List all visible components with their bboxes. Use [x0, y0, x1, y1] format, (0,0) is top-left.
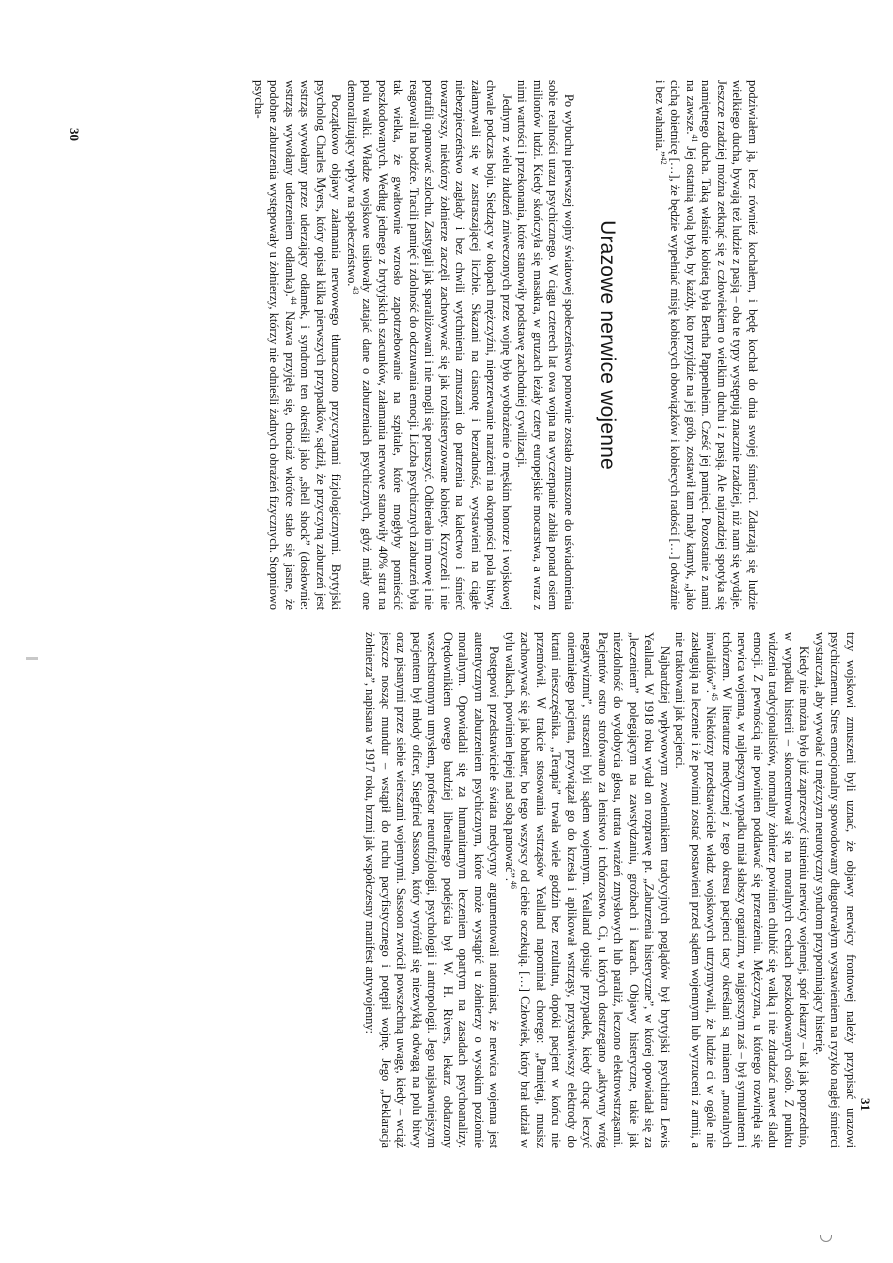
paragraph [251, 80, 344, 610]
page-number-left: 30 [67, 128, 82, 141]
paragraph-text: Kiedy nie można było już zaprzeczyć istnieniu nerwicy wojennej, spór lekarzy – tak jak poprzednio, w wypadku histerii – skoncentrował się na moralnych cechach poszkodowanych osób. Z punktu widzenia tradycjonalistów, normalny żołnierz powinien chlubić się walką i nie zdradzać nawet śladu emocji. Z pewnością nie powinien poddawać się przerażeniu. Mężczyzna, u którego rozwinęła się nerwica wojenna, w najlepszym wypadku miał słabszy organizm, w najgorszym zaś – był symulantem i tchórzem. W literaturze medycznej z tego okresu pacjenci tacy określani są mianem „moralnych inwalidów”. [704, 632, 812, 1148]
footnote-ref: 42 [659, 156, 669, 165]
footnote-ref: 46 [509, 880, 519, 889]
paragraph [344, 80, 515, 610]
page-number-right: 31 [858, 1098, 873, 1111]
paragraph-text: Niektórzy przedstawiciele władz wojskowych utrzymywali, że ludzie ci w ogóle nie zasługują na leczenie i że powinni zostać postawieni przed sądem wojennym lub wyrzuceni z armii, a nie traktowani jak pacjenci. [673, 632, 719, 1148]
footnote-ref: 45 [710, 692, 720, 701]
paragraph [652, 80, 761, 610]
paragraph: Po wybuchu pierwszej wojny światowej społeczeństwo ponownie zostało zmuszone do uświadomienia sobie realności urazu psychicznego. W ciągu czterech lat owa wojna na wyczerpanie zabiła ponad osiem milionów ludzi. Kiedy skończyła się masakra, w gruzach leżały cztery europejskie mocarstwa, a wraz z nimi wartości i przekonania, które stanowiły podstawę zachodniej cywilizacji. [515, 80, 576, 610]
left-page-text [251, 80, 761, 610]
paragraph-text: podziwiałem ją, lecz również kochałem, i będę kochał do dnia swojej śmierci. Zdarzają się ludzie wielkiego ducha, bywają też ludzie z pasją – oba te typy występują znacznie rzadziej, niż nam się wydaje. Jeszcze rzadziej można zetknąć się z człowiekiem o wielkim duchu i z pasją. Ale najrzadziej spotyka się namiętnego ducha. Taką właśnie kobietą była Bertha Pappenheim. Cześć jej pamięci. Pozostanie z nami na zawsze. [684, 80, 760, 610]
right-page [78, 632, 858, 1148]
paragraph [502, 632, 673, 1148]
scan-speck [26, 657, 38, 660]
paragraph-text: Jej ostatnią wolą było, by każdy, kto przyjdzie na jej grób, zostawił tam mały kamyk, „jako cichą obietnicę […], że będzie wypełniać misję kobiecych obowiązków i kobiecych radości […] odważnie i bez wahania.” [653, 80, 698, 610]
paragraph: trzy wojskowi zmuszeni byli uznać, że objawy nerwicy frontowej należy przypisać urazowi psychicznemu. Stres emocjonalny spowodowany długotrwałym wystawieniem na ryzyko nagłej śmierci wystarczał, aby wywołać u mężczyzn neurotyczny syndrom przypominający histerię. [813, 632, 858, 1148]
scan-mark [820, 1235, 832, 1242]
footnote-ref: 43 [351, 286, 361, 295]
paragraph-text: Początkowo objawy załamania nerwowego tłumaczono przyczynami fizjologicznymi. Brytyjski psycholog Charles Myers, który opisał kilka pierwszych przypadków, sądził, że przyczyną zaburzeń jest wstrząs wywołany przez uderzający odłamek, i syndrom ten określił jako „shell shock” (dosłownie: wstrząs wywołany uderzeniem odłamka). [283, 80, 344, 610]
right-page-text [362, 632, 858, 1148]
footnote-ref: 41 [690, 134, 700, 143]
paragraph: Postępowi przedstawiciele świata medycyny argumentowali natomiast, że nerwica wojenna jest autentycznym zaburzeniem psychicznym, które może wystąpić u żołnierzy o wysokim poziomie moralnym. Opowiadali się za humanitarnym leczeniem opartym na zasadach psychoanalizy. Orędownikiem owego bardziej liberalnego podejścia był W. H. Rivers, lekarz obdarzony wszechstronnym umysłem, profesor neurofizjologii, psychologii i antropologii. Jego najsławniejszym pacjentem był młody oficer, Siegfried Sassoon, który wyróżnił się niezwykłą odwagą na polu bitwy oraz pisanymi przez siebie wierszami wojennymi. Sassoon zwrócił powszechną uwagę, kiedy – wciąż jeszcze nosząc mundur – wstąpił do ruchu pacyfistycznego i potępił wojnę. Jego „Deklaracja żołnierza”, napisana w 1917 roku, brzmi jak współczesny manifest antywojenny: [363, 632, 502, 1148]
left-page [60, 80, 760, 610]
footnote-ref: 44 [289, 296, 299, 305]
paragraph [672, 632, 812, 1148]
paragraph-text: Jednym z wielu złudzeń zniweczonych przez wojnę było wyobrażenie o męskim honorze i wojskowej chwale podczas boju. Siedzący w okopach mężczyźni, nieprzerwanie narażeni na okropności pola bitwy, załamywali się w zastraszającej liczbie. Skazani na ciasnotę i bezradność, wystawieni na ciągłe niebezpieczeństwo zagłady i bez chwili wytchnienia zmuszani do patrzenia na kalectwo i śmierć towarzyszy, niektórzy żołnierze zaczęli zachowywać się jak rozhisteryzowane kobiety. Krzyczeli i nie potrafili opanować szlochu. Zastygali jak sparaliżowani i nie mogli się poruszyć. Odbierało im mowę i nie reagowali na bodźce. Tracili pamięć i zdolność do odczuwania emocji. Liczba psychicznych zaburzeń była tak wielka, że gwałtownie wzrosło zapotrzebowanie na szpitale, które mogłyby pomieścić poszkodowanych. Według jednego z brytyjskich szacunków, załamania nerwowe stanowiły 40% strat na polu walki. Władze wojskowe usiłowały zatajać dane o zaburzeniach psychicznych, gdyż miały one demoralizujący wpływ na społeczeństwo. [345, 80, 514, 610]
paragraph-text: Nazwa przyjęła się, chociaż wkrótce stało się jasne, że podobne zaburzenia występowały u żołnierzy, którzy nie odnieśli żadnych obrażeń fizycznych. Stopniowo psycha- [252, 80, 297, 610]
paragraph-text: Najbardziej wpływowym zwolennikiem tradycyjnych poglądów był brytyjski psychiatra Lewis Yealland. W 1918 roku wydał on rozprawę pt. „Zaburzenia histeryczne”, w której opowiadał się za „leczeniem” polegającym na zawstydzaniu, groźbach i karach. Objawy histeryczne, takie jak niezdolność do wydobycia głosu, utrata wrażeń zmysłowych lub paraliż, leczono elektrowstrząsami. Pacjentów ostro strofowano za lenistwo i tchórzostwo. Ci, u których dostrzegano „aktywny wróg negatywizmu”, straszeni byli sądem wojennym. Yealland opisuje przypadek, kiedy chcąc leczyć oniemiałego pacjenta, przywiązał go do krzesła i aplikował wstrząsy, przystawiwszy elektrody do krtani nieszczęśnika. „Terapia” trwała wiele godzin bez rezultatu, dopóki pacjent w końcu nie przemówił. W trakcie stosowania wstrząsów Yealland napominał chorego: „Pamiętaj, musisz zachowywać się jak bohater, bo tego wszyscy od ciebie oczekują. […] Człowiek, który brał udział w tylu walkach, powinien lepiej nad sobą panować”. [503, 632, 672, 1148]
chapter-title: Urazowe nerwice wojenne [596, 220, 620, 470]
